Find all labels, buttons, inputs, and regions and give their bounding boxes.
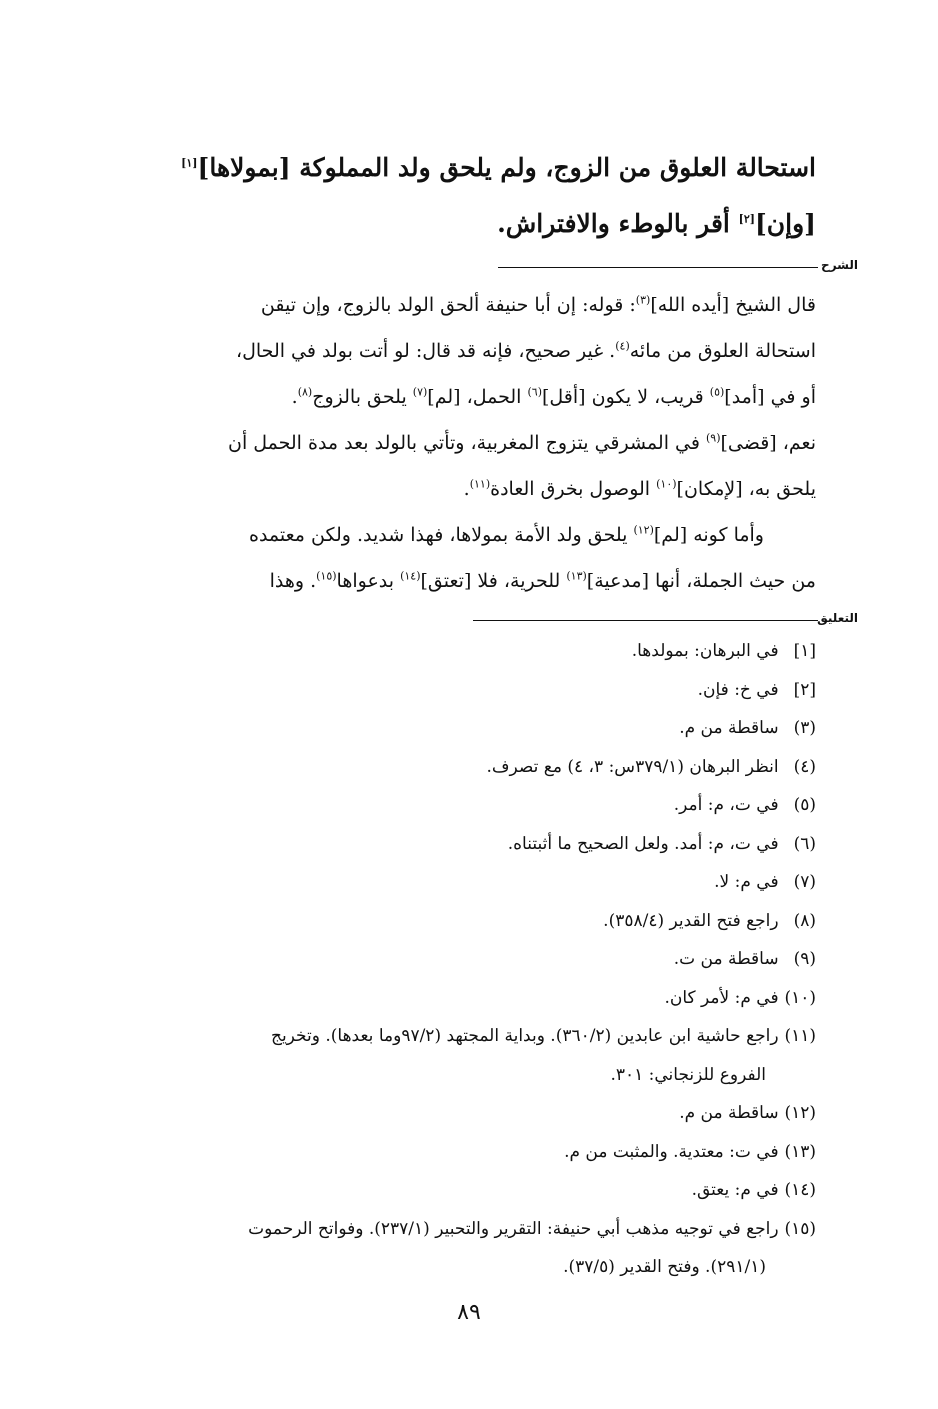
footnote: (١١) راجع حاشية ابن عابدين (٣٦٠/٢). وبداية المجتهد (٩٧/٢وما بعدها). وتخريج xyxy=(270,1026,816,1046)
footnote: (٤) انظر البرهان (٣٧٩/١س: ٣، ٤) مع تصرف. xyxy=(486,756,816,777)
main-text xyxy=(116,140,816,252)
footnote: (١٥) راجع في توجيه مذهب أبي حنيفة: التقرير والتحبير (٢٣٧/١). وفواتح الرحموت xyxy=(248,1218,816,1239)
footnote-continuation: (٢٩١/١). وفتح القدير (٣٧/٥). xyxy=(563,1257,766,1277)
commentary-line: أو في [أمد]$^{(٥)}$ قريب، لا يكون [أقل]$^{(٦)}$ الحمل، [لم]$^{(٧)}$ يلحق بالزوج$^{(٨)}$. xyxy=(291,385,816,408)
footnote: (٩) ساقطة من ت. xyxy=(673,949,816,969)
commentary-text xyxy=(116,282,816,604)
footnote: (١٤) في م: يعتق. xyxy=(691,1180,816,1200)
footnote-ref: [٢] xyxy=(738,212,755,226)
main-text-line-2: [وإن][٢] أقر بالوطء والافتراش. xyxy=(497,209,816,238)
footnote: (٨) راجع فتح القدير (٣٥٨/٤). xyxy=(603,910,816,931)
sharh-label: الشرح xyxy=(821,258,858,272)
footnote: (٣) ساقطة من م. xyxy=(679,718,816,738)
commentary-line: قال الشيخ [أيده الله]$^{(٣)}$: قوله: إن أبا حنيفة ألحق الولد بالزوج، وإن تيقن xyxy=(260,293,816,316)
commentary-line: من حيث الجملة، أنها [مدعية]$^{(١٣)}$ للحرية، فلا [تعتق]$^{(١٤)}$ بدعواها$^{(١٥)}$. وهذا xyxy=(269,569,816,592)
footnote: (١٢) ساقطة من م. xyxy=(679,1103,816,1123)
commentary-line: نعم، [قضى]$^{(٩)}$ في المشرقي يتزوج المغربية، وتأتي بالولد بعد مدة الحمل أن xyxy=(227,431,816,454)
sharh-divider xyxy=(498,267,818,268)
footnote: [٢] في خ: فإن. xyxy=(697,679,816,700)
footnote: (٥) في ت، م: أمر. xyxy=(673,795,816,815)
footnote-ref: [١] xyxy=(181,156,198,170)
main-text-line-1: استحالة العلوق من الزوج، ولم يلحق ولد المملوكة [بمولاها][١] xyxy=(181,153,816,182)
taliq-divider xyxy=(473,620,818,621)
commentary-line: استحالة العلوق من مائه$^{(٤)}$. غير صحيح، فإنه قد قال: لو أتت بولد في الحال، xyxy=(235,339,816,362)
footnote: (٧) في م: لا. xyxy=(714,872,816,892)
footnote: (٦) في ت، م: أمد. ولعل الصحيح ما أثبتناه. xyxy=(507,833,816,854)
footnote: [١] في البرهان: بمولدها. xyxy=(631,641,816,661)
page-number: ٨٩ xyxy=(457,1300,481,1325)
commentary-line: وأما كونه [لم]$^{(١٢)}$ يلحق ولد الأمة بمولاها، فهذا شديد. ولكن معتمده xyxy=(248,523,764,546)
footnote-continuation: الفروع للزنجاني: ٣٠١. xyxy=(610,1064,766,1085)
footnotes xyxy=(96,632,816,1287)
footnote: (١٠) في م: لأمر كان. xyxy=(664,987,816,1008)
footnote: (١٣) في ت: معتدية. والمثبت من م. xyxy=(564,1141,816,1162)
commentary-line: يلحق به، [لإمكان]$^{(١٠)}$ الوصول بخرق العادة$^{(١١)}$. xyxy=(463,477,816,500)
taliq-label: التعليق xyxy=(817,611,858,625)
